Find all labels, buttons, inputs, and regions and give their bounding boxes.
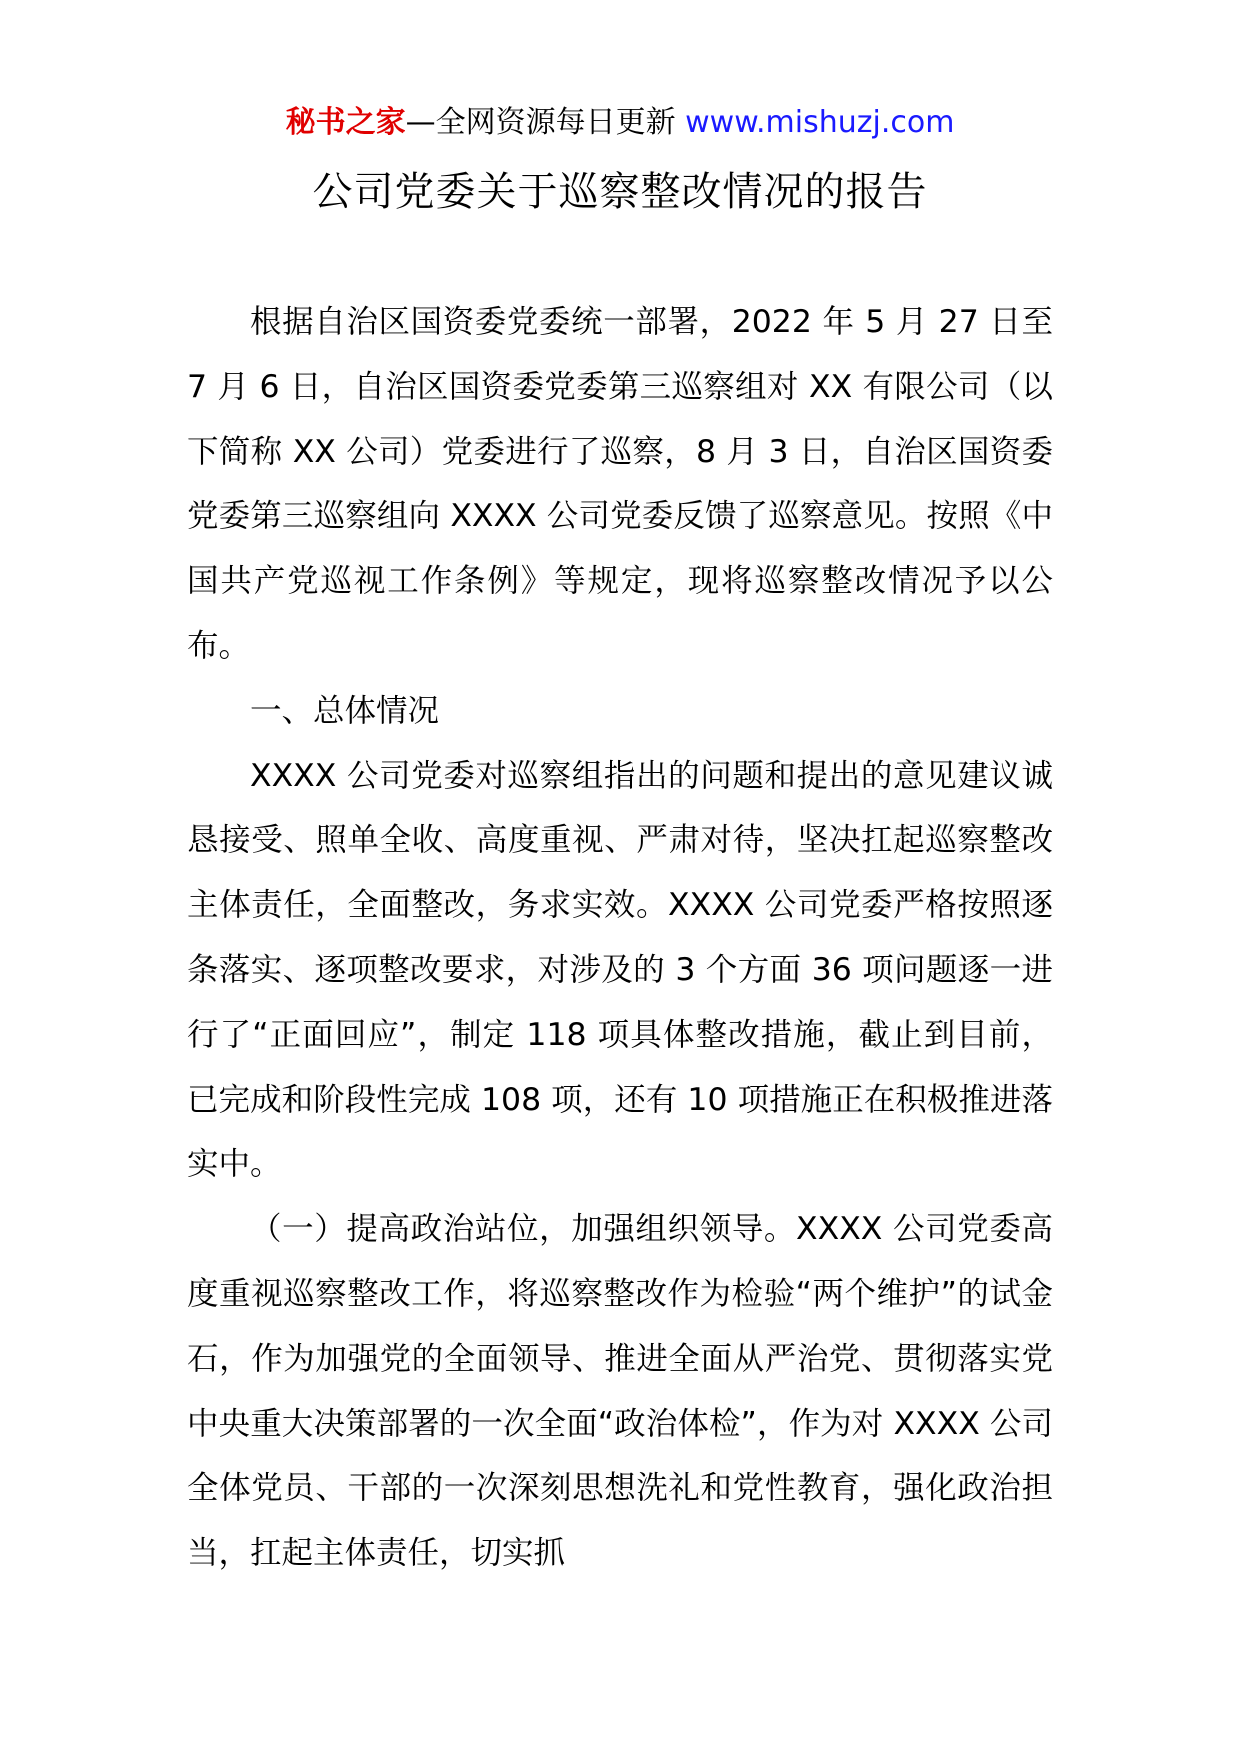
paragraph-overall: XXXX 公司党委对巡察组指出的问题和提出的意见建议诚恳接受、照单全收、高度重视、严肃对待，坚决扛起巡察整改主体责任，全面整改，务求实效。XXXX 公司党委严格按照逐条落实、逐项整改要求，对涉及的 3 个方面 36 项问题逐一进行了“正面回应”，制定 118 项具体整改措施，截止到目前，已完成和阶段性完成 108 项，还有 10 项措施正在积极推进落实中。 — [187, 757, 1053, 1183]
paragraph-subsection-1: （一）提高政治站位，加强组织领导。XXXX 公司党委高度重视巡察整改工作，将巡察整改作为检验“两个维护”的试金石，作为加强党的全面领导、推进全面从严治党、贯彻落实党中央重大决策部署的一次全面“政治体检”，作为对 XXXX 公司全体党员、干部的一次深刻思想洗礼和党性教育，强化政治担当，扛起主体责任，切实抓 — [187, 1211, 1053, 1572]
paragraph-intro: 根据自治区国资委党委统一部署，2022 年 5 月 27 日至 7 月 6 日，自治区国资委党委第三巡察组对 XX 有限公司（以下简称 XX 公司）党委进行了巡察，8 月 3 日，自治区国资委党委第三巡察组向 XXXX 公司党委反馈了巡察意见。按照《中国共产党巡视工作条例》等规定，现将巡察整改情况予以公布。 — [187, 304, 1053, 664]
section-heading-overall: 一、总体情况 — [250, 692, 440, 729]
site-header — [0, 100, 1240, 146]
document-title: 公司党委关于巡察整改情况的报告 — [312, 169, 928, 215]
document-body — [187, 290, 1053, 1586]
site-url-link[interactable]: www.mishuzj.com — [685, 105, 955, 140]
header-tagline: —全网资源每日更新 — [405, 105, 686, 140]
brand-name: 秘书之家 — [285, 105, 406, 140]
